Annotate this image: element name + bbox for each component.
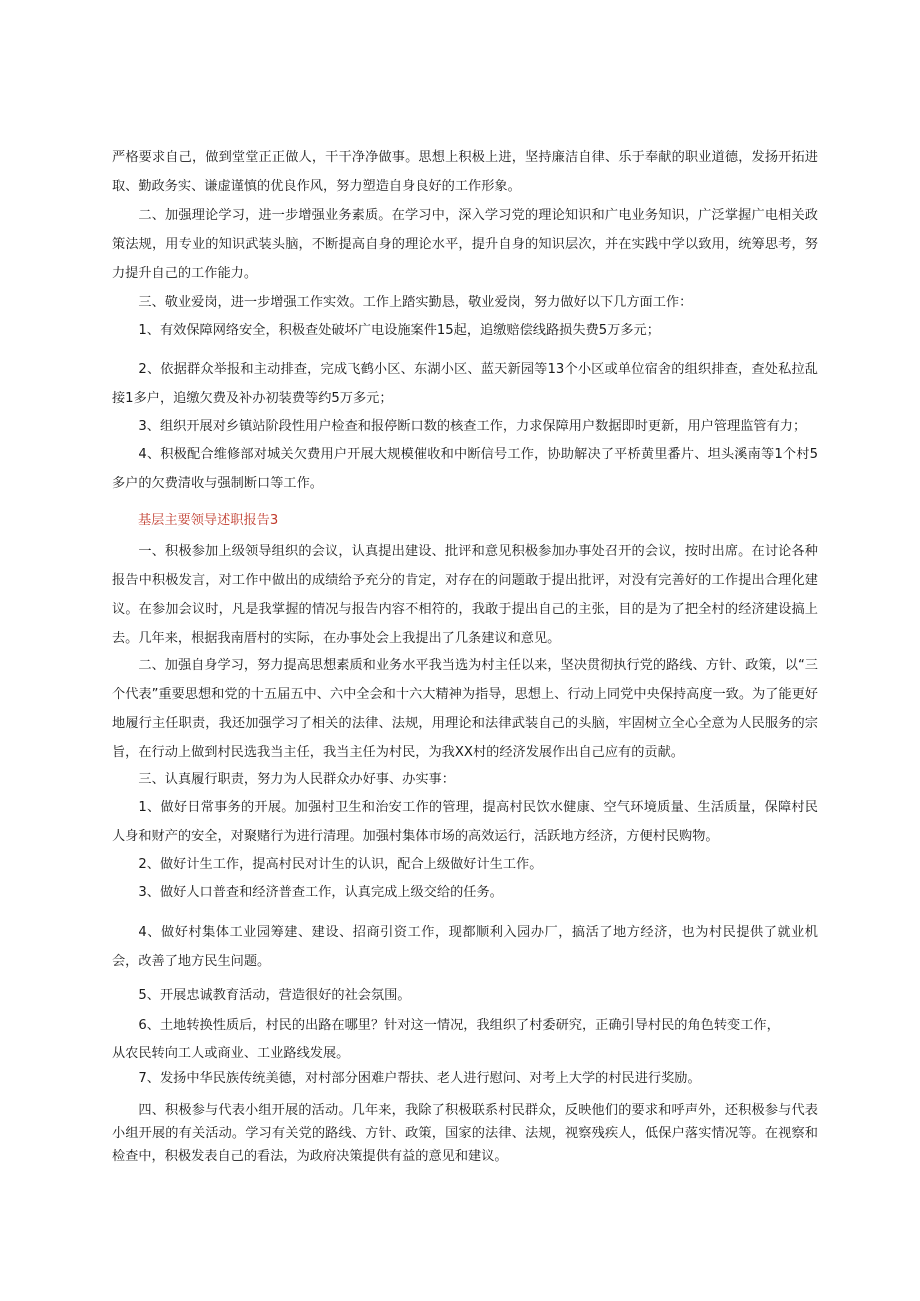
- list-item-family-planning: 2、做好计生工作，提高村民对计生的认识，配合上级做好计生工作。: [138, 857, 543, 872]
- paragraph-duties: 三、认真履行职责，努力为人民群众办好事、办实事：: [138, 772, 455, 787]
- list-item-user-check: 3、组织开展对乡镇站阶段性用户检查和报停断口数的核查工作，力求保障用户数据即时更新，用户管理监管有力；: [138, 419, 807, 434]
- paragraph-dedication: 三、敬业爱岗，进一步增强工作实效。工作上踏实勤恳，敬业爱岗，努力做好以下几方面工作：: [138, 295, 693, 310]
- list-item-fee-collection: 4、积极配合维修部对城关欠费用户开展大规模催收和中断信号工作，协助解决了平桥黄里番片、坦头溪南等1个村5多户的欠费清收与强制断口等工作。: [112, 447, 818, 491]
- list-item-census: 3、做好人口普查和经济普查工作，认真完成上级交给的任务。: [138, 885, 503, 900]
- list-item-land-conversion-continued: 从农民转向工人或商业、工业路线发展。: [112, 1046, 350, 1061]
- list-item-daily-affairs: 1、做好日常事务的开展。加强村卫生和治安工作的管理，提高村民饮水健康、空气环境质量、生活质量，保障村民人身和财产的安全，对聚赌行为进行清理。加强村集体市场的高效运行，活跃地方经济，方便村民购物。: [112, 800, 818, 844]
- paragraph-self-study: 二、加强自身学习，努力提高思想素质和业务水平我当选为村主任以来，坚决贯彻执行党的路线、方针、政策，以“三个代表”重要思想和党的十五届五中、六中全会和十六大精神为指导，思想上、行动上同党中央保持高度一致。为了能更好地履行主任职责，我还加强学习了相关的法律、法规，用理论和法律武装自己的头脑，牢固树立全心全意为人民服务的宗旨，在行动上做到村民选我当主任，我当主任为村民，为我XX村的经济发展作出自己应有的贡献。: [112, 658, 818, 760]
- section-heading: 基层主要领导述职报告3: [138, 513, 279, 528]
- list-item-industrial-park: 4、做好村集体工业园筹建、建设、招商引资工作，现都顺利入园办厂，搞活了地方经济，也为村民提供了就业机会，改善了地方民生问题。: [112, 925, 818, 969]
- list-item-inspection: 2、依据群众举报和主动排查，完成飞鹤小区、东湖小区、蓝天新园等13个小区或单位宿舍的组织排查，查处私拉乱接1多户，追缴欠费及补办初装费等约5万多元；: [112, 362, 818, 406]
- list-item-land-conversion: 6、土地转换性质后，村民的出路在哪里？针对这一情况，我组织了村委研究，正确引导村民的角色转变工作，: [138, 1018, 780, 1033]
- list-item-education: 5、开展忠诚教育活动，营造很好的社会氛围。: [138, 988, 411, 1003]
- paragraph-meetings: 一、积极参加上级领导组织的会议，认真提出建设、批评和意见积极参加办事处召开的会议，按时出席。在讨论各种报告中积极发言，对工作中做出的成绩给予充分的肯定，对存在的问题敢于提出批评，对没有完善好的工作提出合理化建议。在参加会议时，凡是我掌握的情况与报告内容不相符的，我敢于提出自己的主张，目的是为了把全村的经济建设搞上去。几年来，根据我南厝村的实际，在办事处会上我提出了几条建议和意见。: [112, 544, 818, 646]
- paragraph-theory-study: 二、加强理论学习，进一步增强业务素质。在学习中，深入学习党的理论知识和广电业务知识，广泛掌握广电相关政策法规，用专业的知识武装头脑，不断提高自身的理论水平，提升自身的知识层次，并在实践中学以致用，统筹思考，努力提升自己的工作能力。: [112, 208, 818, 281]
- list-item-virtues: 7、发扬中华民族传统美德，对村部分困难户帮扶、老人进行慰问、对考上大学的村民进行奖励。: [138, 1071, 701, 1086]
- paragraph-intro: 严格要求自己，做到堂堂正正做人，干干净净做事。思想上积极上进，坚持廉洁自律、乐于奉献的职业道德，发扬开拓进取、勤政务实、谦虚谨慎的优良作风，努力塑造自身良好的工作形象。: [112, 150, 818, 194]
- list-item-network-security: 1、有效保障网络安全，积极查处破坏广电设施案件15起，追缴赔偿线路损失费5万多元；: [138, 323, 660, 338]
- paragraph-representative-group: 四、积极参与代表小组开展的活动。几年来，我除了积极联系村民群众，反映他们的要求和呼声外，还积极参与代表小组开展的有关活动。学习有关党的路线、方针、政策，国家的法律、法规，视察残疾人，低保户落实情况等。在视察和检查中，积极发表自己的看法，为政府决策提供有益的意见和建议。: [112, 1103, 818, 1164]
